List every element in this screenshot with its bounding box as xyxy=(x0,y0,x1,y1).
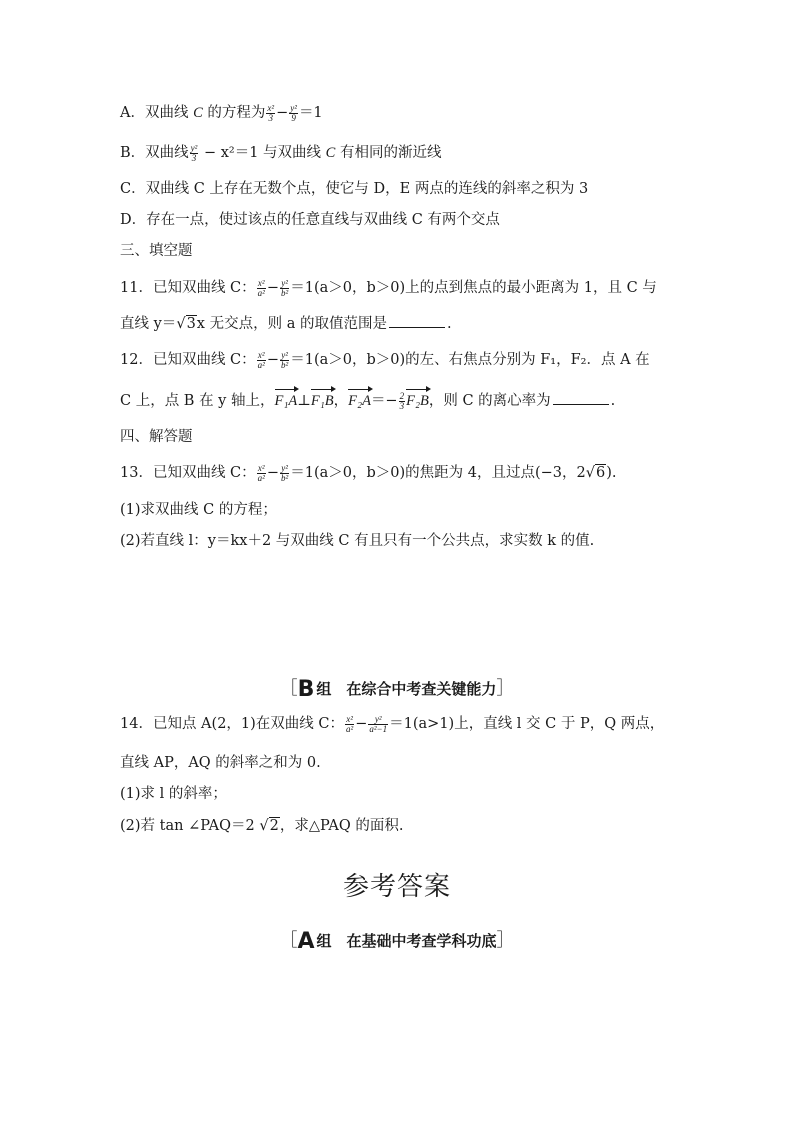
q11-line2-rest: x 无交点，则 a 的取值范围是 xyxy=(196,316,387,332)
answer-blank[interactable] xyxy=(389,313,445,328)
option-a-eq: ＝1 xyxy=(298,105,323,121)
option-b-var: C xyxy=(325,145,336,161)
q13-lead: 13．已知双曲线 C： xyxy=(120,465,256,481)
section-fill-in-heading: 三、填空题 xyxy=(120,243,193,259)
radicand: 3 xyxy=(186,316,196,332)
fraction xyxy=(368,715,388,734)
square-root: √6 xyxy=(585,465,606,481)
option-b-prefix: B．双曲线 xyxy=(120,145,189,161)
answer-blank[interactable] xyxy=(553,390,609,405)
q13-end: ). xyxy=(606,465,617,481)
option-d: D．存在一点，使过该点的任意直线与双曲线 C 有两个交点 xyxy=(120,212,500,228)
bracket-open: ［ xyxy=(279,930,298,951)
denominator: a² xyxy=(257,287,265,298)
fraction xyxy=(257,279,266,298)
option-a-mid: 的方程为 xyxy=(202,105,266,121)
bracket-close: ］ xyxy=(496,930,515,951)
numerator: x² xyxy=(257,277,265,288)
denominator: b² xyxy=(281,287,289,298)
group-letter-b: B xyxy=(297,677,315,702)
minus-sign: − xyxy=(266,280,280,296)
option-b xyxy=(120,142,694,164)
numerator: x² xyxy=(346,713,353,724)
fraction xyxy=(345,715,354,734)
question-14-line-1 xyxy=(120,713,694,735)
bracket-open: ［ xyxy=(279,678,298,699)
numerator: y² xyxy=(281,277,288,288)
fraction xyxy=(280,464,289,483)
fraction xyxy=(280,279,289,298)
question-12-line-2 xyxy=(120,390,694,412)
question-13-part-1: (1)求双曲线 C 的方程； xyxy=(120,502,277,518)
fraction xyxy=(257,464,266,483)
option-a-var: C xyxy=(193,105,203,121)
denominator: 3 xyxy=(191,152,197,163)
vector: F₁A xyxy=(275,390,298,412)
q13-rest: ＝1(a＞0，b＞0)的焦距为 4，且过点(−3，2 xyxy=(290,465,586,481)
fraction xyxy=(289,104,298,123)
radicand: 2 xyxy=(269,818,279,834)
option-c: C．双曲线 C 上存在无数个点，使它与 D，E 两点的连线的斜率之积为 3 xyxy=(120,181,589,197)
bracket-close: ］ xyxy=(496,678,515,699)
equals-minus: ＝− xyxy=(370,393,398,409)
denominator: 3 xyxy=(399,400,405,411)
numerator: 2 xyxy=(399,390,405,401)
question-14-part-2 xyxy=(120,815,694,837)
fraction xyxy=(266,104,275,123)
q11-rest: ＝1(a＞0，b＞0)上的点到焦点的最小距离为 1，且 C 与 xyxy=(290,280,657,296)
section-solve-heading: 四、解答题 xyxy=(120,429,193,445)
question-11-line-1 xyxy=(120,277,694,299)
q11-line2-lead: 直线 y＝ xyxy=(120,316,177,332)
option-a xyxy=(120,102,694,124)
square-root: √2 xyxy=(259,818,279,834)
minus-sign: − xyxy=(276,105,289,121)
q12-line2-rest: ，则 C 的离心率为 xyxy=(428,393,551,409)
q12-lead: 12．已知双曲线 C： xyxy=(120,352,256,368)
denominator: b² xyxy=(281,472,289,483)
q14-lead: 14．已知点 A(2，1)在双曲线 C： xyxy=(120,716,344,732)
numerator: x² xyxy=(257,349,265,360)
question-13-part-2: (2)若直线 l：y＝kx＋2 与双曲线 C 有且只有一个公共点，求实数 k 的值. xyxy=(120,533,595,549)
q14-rest: ＝1(a>1)上，直线 l 交 C 于 P，Q 两点， xyxy=(389,716,665,732)
perp-sign: ⊥ xyxy=(297,393,311,409)
group-b-title: 组 在综合中考查关键能力 xyxy=(316,680,497,698)
numerator: y² xyxy=(190,142,198,153)
period: . xyxy=(446,316,452,332)
q14-part2-lead: (2)若 tan ∠PAQ＝2 xyxy=(120,818,260,834)
question-14-part-1: (1)求 l 的斜率； xyxy=(120,786,227,802)
vector: F₂A xyxy=(348,390,371,412)
minus-sign: − xyxy=(266,352,280,368)
minus-sign: − xyxy=(355,716,368,732)
option-a-prefix: A．双曲线 xyxy=(120,105,194,121)
vector: F₂B xyxy=(406,390,429,412)
group-letter-a: A xyxy=(297,929,315,954)
question-14-line-2: 直线 AP，AQ 的斜率之和为 0. xyxy=(120,755,321,771)
fraction xyxy=(257,351,266,370)
q11-lead: 11．已知双曲线 C： xyxy=(120,280,256,296)
denominator: a²−1 xyxy=(369,723,388,734)
denominator: a² xyxy=(346,723,354,734)
denominator: 3 xyxy=(268,112,273,123)
group-a-header xyxy=(0,926,794,954)
denominator: a² xyxy=(257,472,265,483)
fraction xyxy=(280,351,289,370)
denominator: a² xyxy=(257,359,265,370)
denominator: b² xyxy=(281,359,289,370)
period: . xyxy=(610,393,616,409)
denominator: 9 xyxy=(291,112,296,123)
numerator: y² xyxy=(368,715,388,725)
q12-rest: ＝1(a＞0，b＞0)的左、右焦点分别为 F₁，F₂．点 A 在 xyxy=(290,352,650,368)
question-11-line-2 xyxy=(120,313,694,335)
q12-line2-lead: C 上，点 B 在 y 轴上， xyxy=(120,393,275,409)
numerator: y² xyxy=(281,349,288,360)
group-b-header xyxy=(0,674,794,702)
comma: ， xyxy=(333,393,349,409)
numerator: y² xyxy=(290,102,297,113)
fraction xyxy=(190,144,199,163)
square-root: √3 xyxy=(176,316,196,332)
question-13-line-1 xyxy=(120,462,694,484)
numerator: x² xyxy=(257,462,265,473)
question-12-line-1 xyxy=(120,349,694,371)
answer-title: 参考答案 xyxy=(342,872,451,902)
numerator: x² xyxy=(267,102,275,113)
q14-part2-rest: ，求△PAQ 的面积. xyxy=(279,818,404,834)
fraction xyxy=(399,392,406,411)
minus-sign: − xyxy=(266,465,280,481)
option-b-rest1: − x²＝1 与双曲线 xyxy=(199,145,326,161)
radicand: 6 xyxy=(595,465,606,481)
numerator: y² xyxy=(281,462,288,473)
option-b-rest2: 有相同的渐近线 xyxy=(335,145,442,161)
group-a-title: 组 在基础中考查学科功底 xyxy=(316,932,497,950)
vector: F₁B xyxy=(311,390,334,412)
